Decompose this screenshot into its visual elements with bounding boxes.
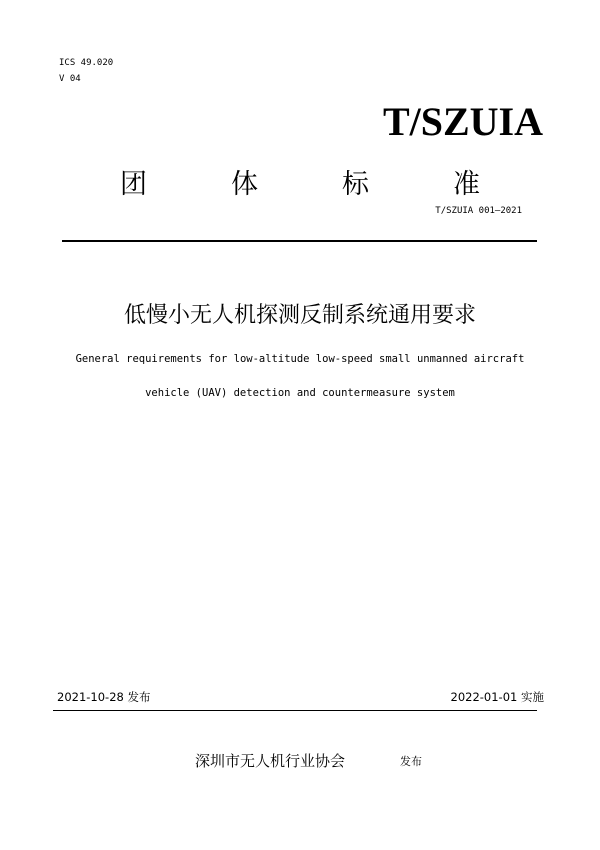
title-chinese: 低慢小无人机探测反制系统通用要求 [123,303,476,328]
standard-number: T/SZUIA 001—2021 [435,206,522,216]
category-char: 准 [453,169,480,200]
standard-category [120,162,480,201]
category-char: 标 [342,169,369,200]
category-char: 体 [231,169,258,200]
category-char: 团 [120,169,147,200]
implementation-date: 2022-01-01 实施 [450,690,544,704]
publisher-name: 深圳市无人机行业协会 [195,752,346,770]
standard-brand: T/SZUIA [382,99,543,144]
issue-date: 2021-10-28 发布 [57,690,151,704]
publish-label: 发布 [400,755,422,768]
title-english-line1: General requirements for low-altitude low-speed small unmanned aircraft [75,353,525,365]
bottom-divider [53,710,537,711]
classification-code: V 04 [59,74,81,84]
ics-code: ICS 49.020 [59,58,114,68]
title-english-line2: vehicle (UAV) detection and countermeasure system [145,387,455,399]
top-divider [62,240,537,242]
